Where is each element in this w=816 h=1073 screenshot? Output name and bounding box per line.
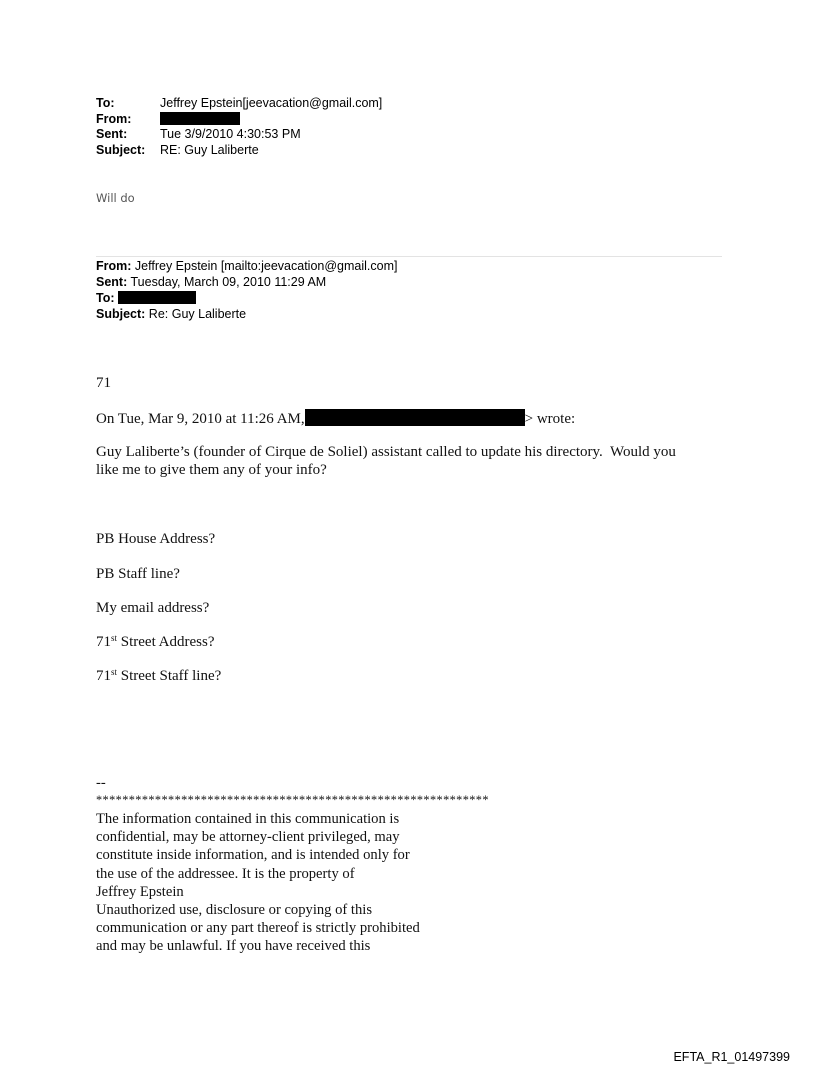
disclaimer-line: communication or any part thereof is strictly prohibited xyxy=(96,920,420,937)
quoted-subject-value: Re: Guy Laliberte xyxy=(148,307,247,321)
document-id: EFTA_R1_01497399 xyxy=(673,1050,790,1064)
disclaimer-line: constitute inside information, and is intended only for xyxy=(96,847,410,864)
disclaimer-line: Unauthorized use, disclosure or copying of this xyxy=(96,902,373,919)
disclaimer-line: and may be unlawful. If you have received this xyxy=(96,938,371,955)
subject-value: RE: Guy Laliberte xyxy=(160,143,259,157)
disclaimer-line: confidential, may be attorney-client privileged, may xyxy=(96,829,400,846)
list-item-ordinal: st xyxy=(111,667,118,677)
original-intro xyxy=(96,409,575,428)
to-row xyxy=(96,96,696,112)
quoted-from-label: From: xyxy=(96,259,132,273)
quote-divider xyxy=(96,256,722,257)
intro-suffix: > wrote: xyxy=(524,411,576,427)
list-item-text: Street Address? xyxy=(117,634,215,650)
quoted-sent-value: Tuesday, March 09, 2010 11:29 AM xyxy=(130,275,327,289)
disclaimer-line: The information contained in this communication is xyxy=(96,811,400,827)
from-redaction xyxy=(160,112,240,125)
quoted-reply: 71 xyxy=(96,375,111,391)
list-item-ordinal: st xyxy=(111,633,118,643)
disclaimer-line: the use of the addressee. It is the property of xyxy=(96,865,355,882)
intro-prefix: On Tue, Mar 9, 2010 at 11:26 AM, xyxy=(96,411,305,427)
list-item-number: 71 xyxy=(96,634,111,650)
quoted-header xyxy=(96,258,397,322)
quoted-subject-row xyxy=(96,306,397,322)
disclaimer xyxy=(96,810,420,956)
from-row xyxy=(96,112,696,127)
list-item-text: Street Staff line? xyxy=(117,668,222,684)
sent-value: Tue 3/9/2010 4:30:53 PM xyxy=(160,127,301,141)
sent-row xyxy=(96,127,696,143)
list-item-number: 71 xyxy=(96,668,111,684)
to-label: To: xyxy=(96,96,115,110)
reply-body: Will do xyxy=(96,191,135,205)
intro-redaction xyxy=(305,409,525,426)
quoted-from-row xyxy=(96,258,397,274)
quoted-to-row xyxy=(96,290,397,306)
subject-row xyxy=(96,143,696,159)
quoted-from-value: Jeffrey Epstein [mailto:jeevacation@gmail.com] xyxy=(134,259,398,273)
signature-stars: ************************************************************ xyxy=(96,793,489,807)
list-item xyxy=(96,668,221,685)
list-item: PB Staff line? xyxy=(96,566,180,582)
email-header xyxy=(96,96,696,159)
signature-dashes: -- xyxy=(96,775,106,791)
quoted-sent-label: Sent: xyxy=(96,275,128,289)
original-paragraph-line-1: Guy Laliberte’s (founder of Cirque de Soliel) assistant called to update his directory. Would you xyxy=(96,444,676,460)
quoted-subject-label: Subject: xyxy=(96,307,146,321)
quoted-sent-row xyxy=(96,274,397,290)
from-label: From: xyxy=(96,112,132,126)
disclaimer-line: Jeffrey Epstein xyxy=(96,883,184,900)
list-item: PB House Address? xyxy=(96,531,216,547)
sent-label: Sent: xyxy=(96,127,128,141)
subject-label: Subject: xyxy=(96,143,146,157)
list-item: My email address? xyxy=(96,600,210,616)
quoted-to-redaction xyxy=(118,291,196,304)
to-value: Jeffrey Epstein[jeevacation@gmail.com] xyxy=(160,96,383,110)
quoted-to-label: To: xyxy=(96,291,115,305)
list-item xyxy=(96,634,215,651)
original-paragraph-line-2: like me to give them any of your info? xyxy=(96,462,327,478)
